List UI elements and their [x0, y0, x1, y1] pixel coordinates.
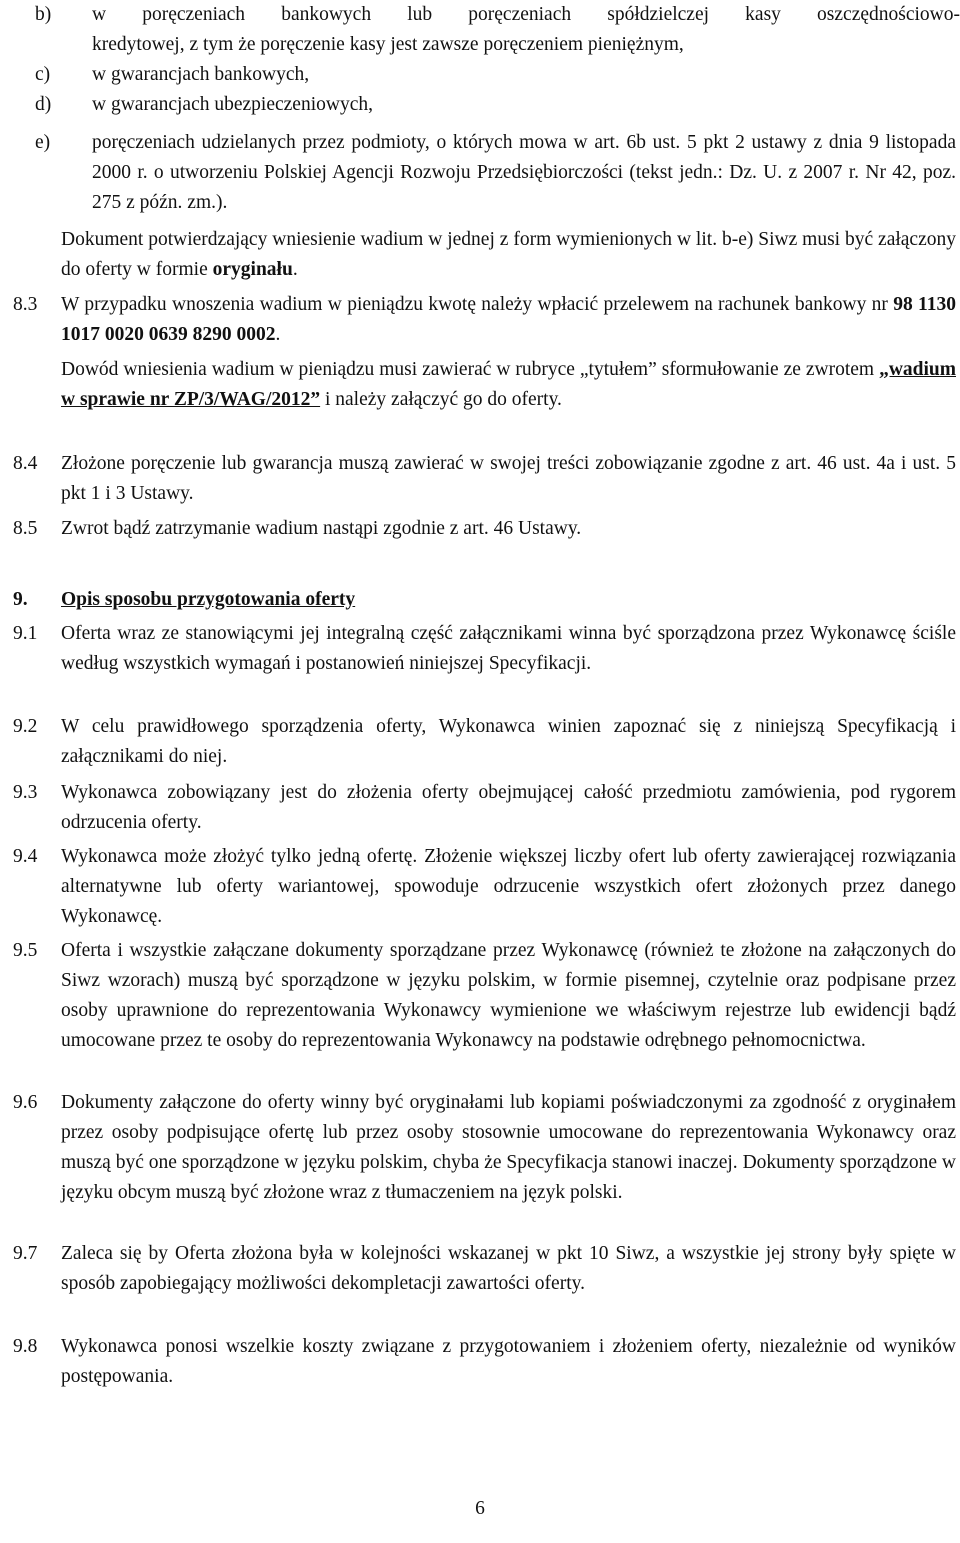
list-text: w gwarancjach bankowych,: [92, 64, 310, 85]
note-bold: oryginału: [212, 259, 293, 280]
section-number: 8.3: [13, 294, 38, 315]
list-label: d): [35, 94, 52, 115]
section-9-1: [0, 619, 956, 679]
section-number: 9.: [13, 589, 28, 610]
note-paragraph: [61, 225, 956, 285]
list-item-c: [0, 60, 960, 90]
section-text: Wykonawca ponosi wszelkie koszty związane z przygotowaniem i złożeniem oferty, niezależnie od wyników postępowania.: [61, 1336, 956, 1387]
section-8-3: [0, 290, 956, 350]
section-text-end: .: [275, 324, 281, 345]
list-label: c): [35, 64, 51, 85]
section-8-3-proof: [61, 355, 956, 415]
section-8-5: [0, 514, 956, 544]
list-text-line: w poręczeniach bankowych lub poręczeniach spółdzielczej kasy oszczędnościowo-: [92, 4, 960, 25]
section-9-8: [0, 1332, 956, 1392]
section-text: Oferta i wszystkie załączane dokumenty sporządzane przez Wykonawcę (również te złożone na załączonych do Siwz wzorach) muszą być sporządzone w języku polskim, w formie pisemnej, czytelnie oraz podpisane przez osoby uprawnione do reprezentowania Wykonawcy wymienione we właściwym rejestrze lub ewidencji bądź umocowane przez te osoby do reprezentowania Wykonawcy na podstawie odrębnego pełnomocnictwa.: [61, 940, 956, 1051]
proof-text-end: i należy załączyć go do oferty.: [320, 389, 562, 410]
section-text: Wykonawca może złożyć tylko jedną ofertę. Złożenie większej liczby ofert lub oferty zawierającej rozwiązania alternatywne lub oferty wariantowej, spowoduje odrzucenie wszystkich ofert złożonych przez danego Wykonawcę.: [61, 846, 956, 927]
note-end: .: [292, 259, 298, 280]
list-label: b): [35, 4, 52, 25]
section-9-5: [0, 936, 956, 1056]
section-text: W przypadku wnoszenia wadium w pieniądzu kwotę należy wpłacić przelewem na rachunek bankowy nr: [61, 294, 894, 315]
section-text: Dokumenty załączone do oferty winny być oryginałami lub kopiami poświadczonymi za zgodność z oryginałem przez osoby podpisujące ofertę lub przez osoby stosownie umocowane do reprezentowania Wykonawcy oraz muszą być one sporządzone w języku polskim, chyba że Specyfikacja stanowi inaczej. Dokumenty sporządzone w języku obcym muszą być złożone wraz z tłumaczeniem na język polski.: [61, 1092, 956, 1203]
section-number: 9.4: [13, 846, 38, 867]
list-item-e: [0, 128, 956, 218]
section-9-2: [0, 712, 956, 772]
section-9-6: [0, 1088, 956, 1208]
section-text: Zwrot bądź zatrzymanie wadium nastąpi zgodnie z art. 46 Ustawy.: [61, 518, 582, 539]
section-title: Opis sposobu przygotowania oferty: [61, 589, 356, 610]
section-number: 9.2: [13, 716, 38, 737]
section-number: 9.5: [13, 940, 38, 961]
section-8-4: [0, 449, 956, 509]
section-number: 8.5: [13, 518, 38, 539]
section-9-heading: [0, 585, 956, 615]
section-number: 9.1: [13, 623, 38, 644]
proof-text: Dowód wniesienia wadium w pieniądzu musi zawierać w rubryce „tytułem” sformułowanie ze zwrotem: [61, 359, 880, 380]
section-9-4: [0, 842, 956, 932]
section-text: W celu prawidłowego sporządzenia oferty, Wykonawca winien zapoznać się z niniejszą Specyfikacją i załącznikami do niej.: [61, 716, 956, 767]
section-number: 9.6: [13, 1092, 38, 1113]
list-text: poręczeniach udzielanych przez podmioty, o których mowa w art. 6b ust. 5 pkt 2 ustawy z dnia 9 listopada 2000 r. o utworzeniu Polskiej Agencji Rozwoju Przedsiębiorczości (tekst jedn.: Dz. U. z 2007 r. Nr 42, poz. 275 z późn. zm.).: [92, 132, 956, 213]
section-text: Oferta wraz ze stanowiącymi jej integralną część załącznikami winna być sporządzona przez Wykonawcę ściśle według wszystkich wymagań i postanowień niniejszej Specyfikacji.: [61, 623, 956, 674]
section-9-3: [0, 778, 956, 838]
section-number: 9.3: [13, 782, 38, 803]
note-text: Dokument potwierdzający wniesienie wadium w jednej z form wymienionych w lit. b-e) Siwz musi być załączony do oferty w formie: [61, 229, 956, 280]
section-number: 8.4: [13, 453, 38, 474]
list-label: e): [35, 132, 51, 153]
page-number: 6: [475, 1498, 485, 1519]
section-number: 9.7: [13, 1243, 38, 1264]
list-text: w gwarancjach ubezpieczeniowych,: [92, 94, 373, 115]
section-text: Wykonawca zobowiązany jest do złożenia oferty obejmującej całość przedmiotu zamówienia, pod rygorem odrzucenia oferty.: [61, 782, 956, 833]
section-9-7: [0, 1239, 956, 1299]
list-item-b: [0, 0, 960, 60]
wadium-phrase: „wadium w sprawie nr ZP/3/WAG/2012”: [61, 359, 956, 410]
bank-account-number: 98 1130 1017 0020 0639 8290 0002: [61, 294, 956, 345]
section-number: 9.8: [13, 1336, 38, 1357]
section-text: Złożone poręczenie lub gwarancja muszą zawierać w swojej treści zobowiązanie zgodne z art. 46 ust. 4a i ust. 5 pkt 1 i 3 Ustawy.: [61, 453, 956, 504]
list-text-line: kredytowej, z tym że poręczenie kasy jest zawsze poręczeniem pieniężnym,: [92, 34, 684, 55]
section-text: Zaleca się by Oferta złożona była w kolejności wskazanej w pkt 10 Siwz, a wszystkie jej strony były spięte w sposób zapobiegający możliwości dekompletacji zawartości oferty.: [61, 1243, 956, 1294]
list-item-d: [0, 90, 960, 120]
